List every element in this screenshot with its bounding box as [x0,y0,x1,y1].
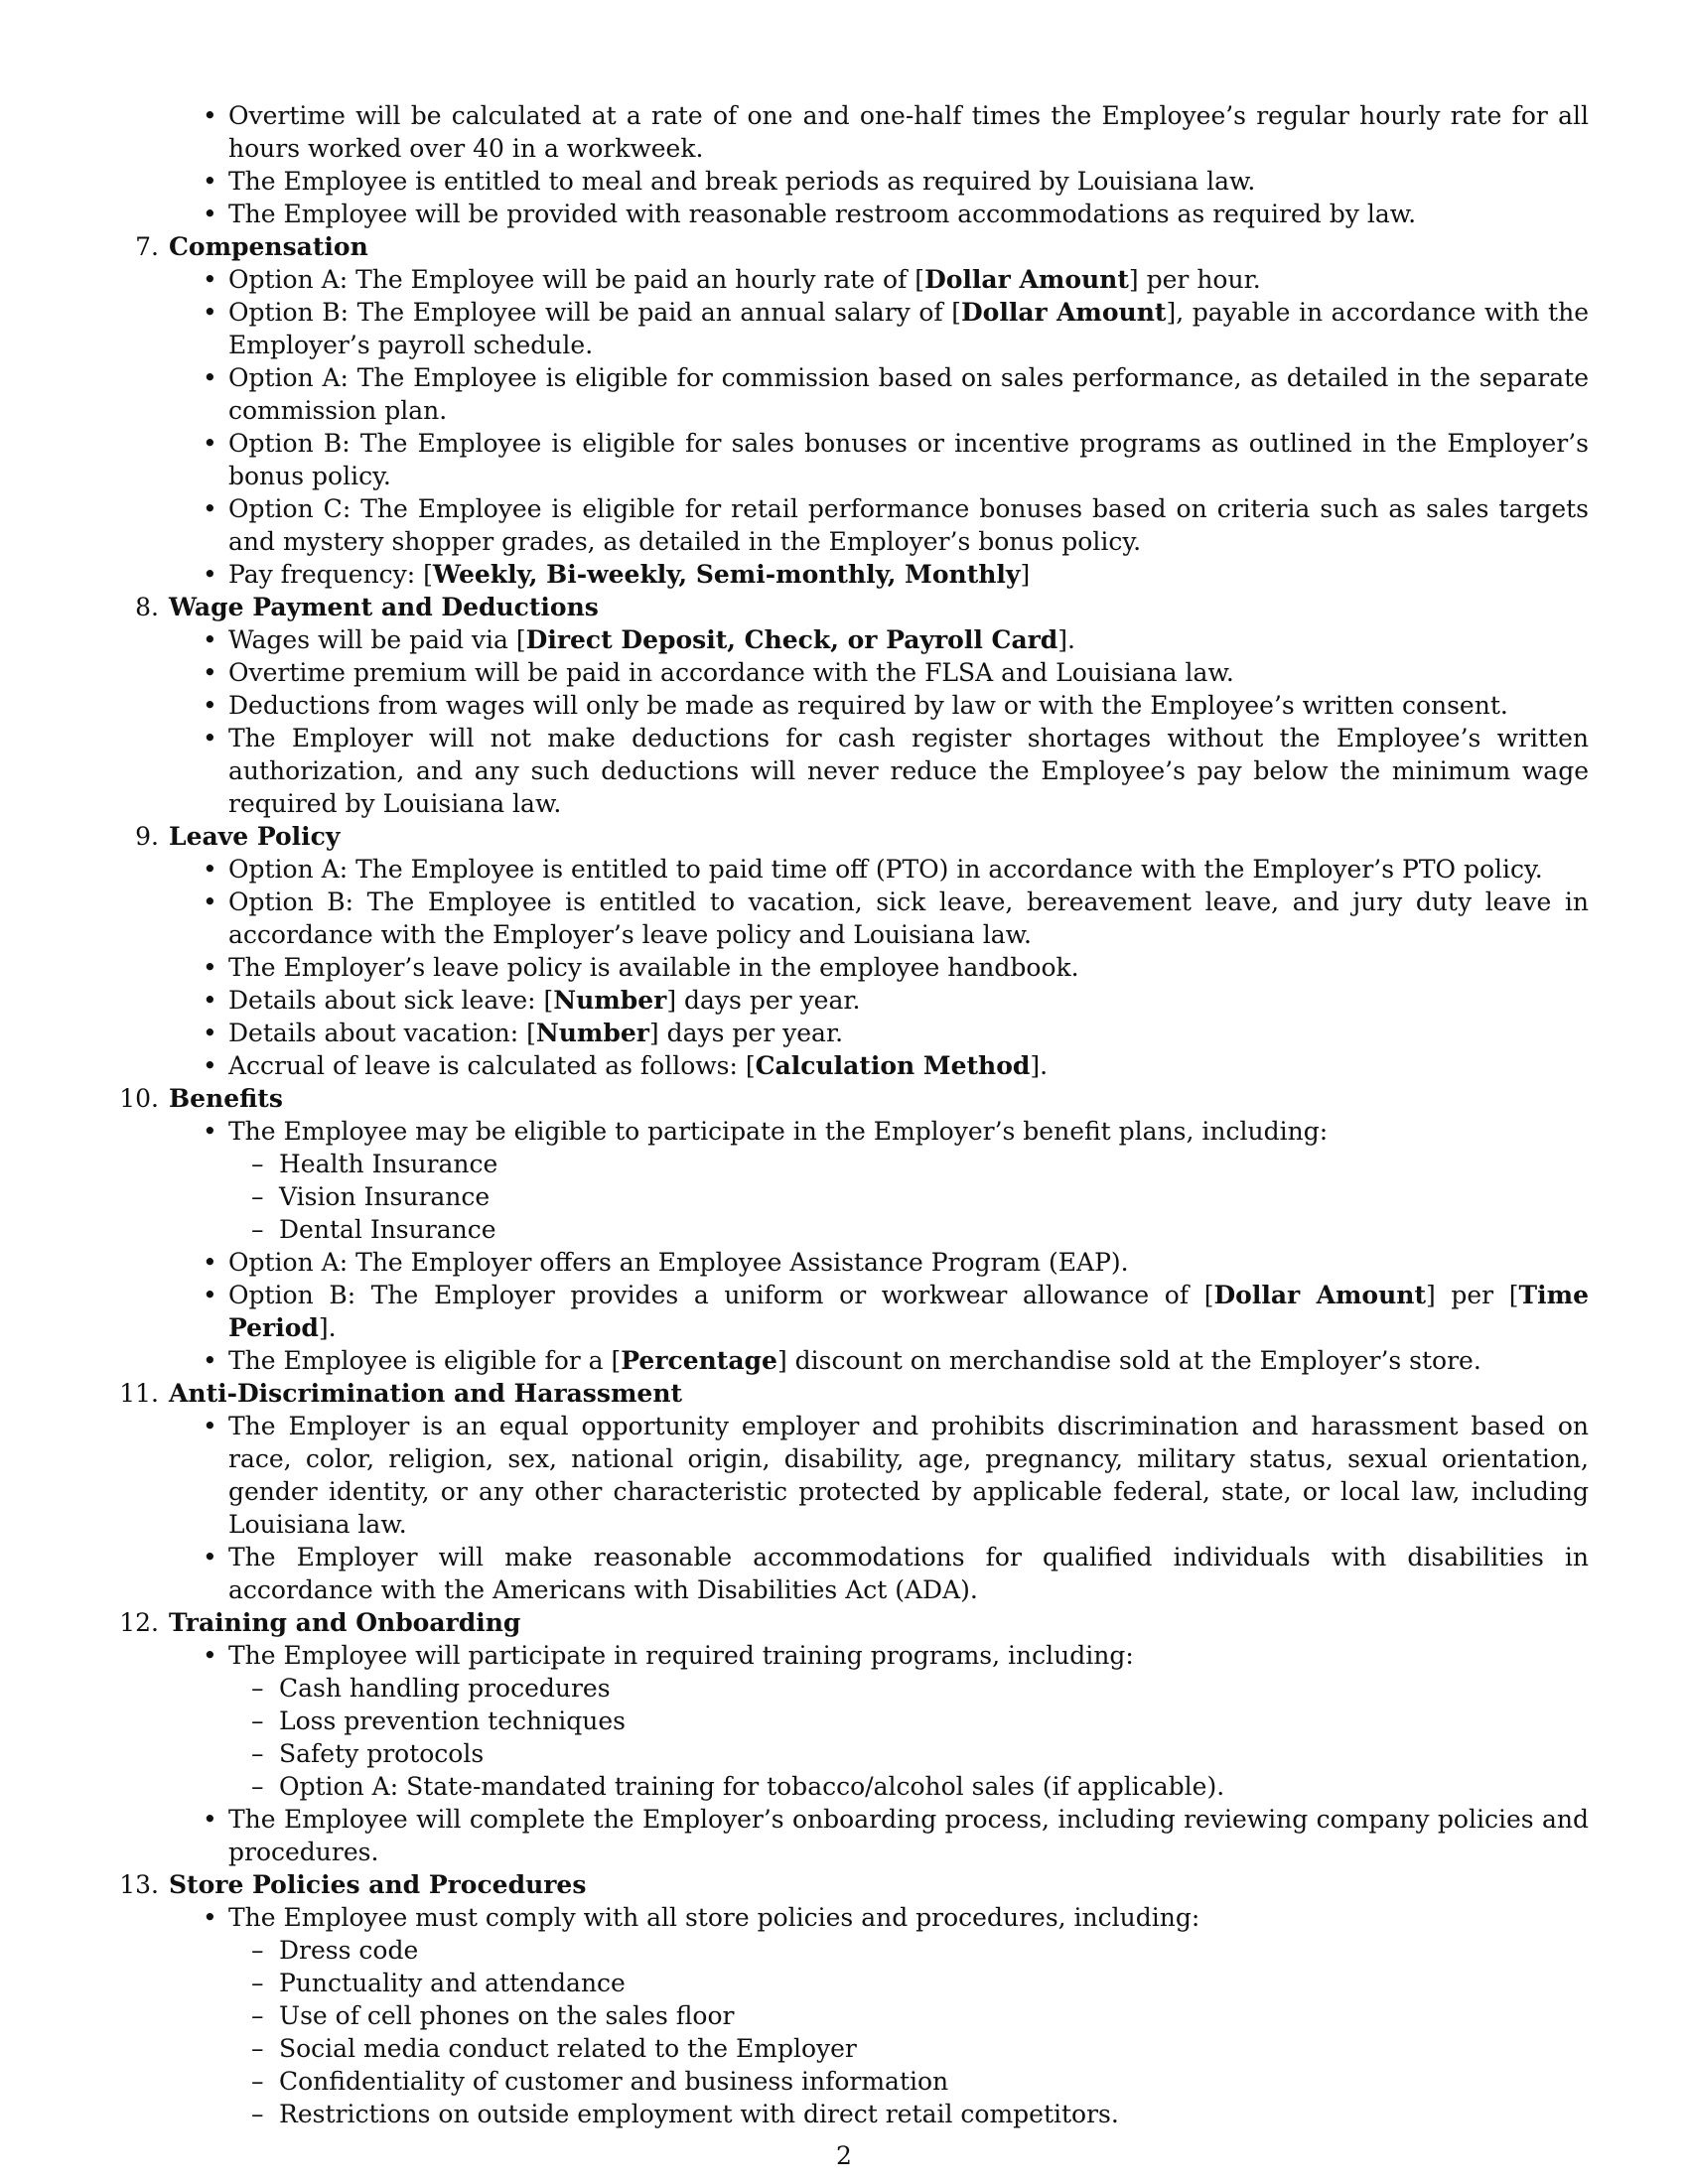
placeholder-field: Time Period [228,1281,1589,1342]
item-text: The Employer will make reasonable accommodations for qualified individuals with disabilities in accordance with the Americans with Disabilities Act (ADA). [228,1543,1589,1604]
section-number: 11. [119,1379,159,1408]
item-text: ] per [ [1426,1281,1519,1309]
section-heading [109,230,1589,263]
section-title: Compensation [169,232,368,261]
placeholder-field: Dollar Amount [924,265,1129,294]
sub-list [228,1934,1589,2130]
sub-list-item: – Safety protocols [228,1737,1589,1770]
section-title: Wage Payment and Deductions [169,593,599,621]
list-item [109,99,1589,165]
item-text: ] days per year. [666,986,861,1015]
list-item [109,656,1589,689]
list-item [109,886,1589,951]
section-heading [109,1377,1589,1410]
list-item [109,1049,1589,1082]
list-item [109,198,1589,230]
list-item [109,853,1589,886]
item-text: ] days per year. [648,1019,844,1047]
item-text: The Employer’s leave policy is available in the employee handbook. [228,953,1079,982]
section-number: 9. [135,822,159,851]
section-number: 8. [135,593,159,621]
section-store-policies-and-procedures [109,1868,1589,2130]
bullet-list [109,263,1589,591]
item-text: ]. [1057,625,1075,654]
item-text: Option A: The Employee is entitled to paid time off (PTO) in accordance with the Employer’s PTO policy. [228,855,1543,884]
section-wage-payment-and-deductions [109,591,1589,820]
placeholder-field: Dollar Amount [1213,1281,1426,1309]
item-text: Option A: The Employee will be paid an hourly rate of [ [228,265,925,294]
list-item [109,1344,1589,1377]
bullet-list [109,1901,1589,2130]
item-text: The Employee is eligible for a [ [228,1346,622,1375]
list-item [109,1017,1589,1049]
placeholder-field: Direct Deposit, Check, or Payroll Card [525,625,1058,654]
list-item [109,1639,1589,1803]
item-text: The Employee may be eligible to participate in the Employer’s benefit plans, including: [228,1117,1329,1146]
bullet-list [109,1115,1589,1377]
list-item [109,689,1589,722]
placeholder-field: Calculation Method [755,1051,1031,1080]
item-text: The Employee will participate in required training programs, including: [228,1641,1134,1670]
sub-list-item: – Loss prevention techniques [228,1705,1589,1737]
list-item [109,623,1589,656]
item-text: Details about sick leave: [ [228,986,554,1015]
placeholder-field: Number [535,1019,649,1047]
bullet-list [109,1410,1589,1606]
list-item [109,427,1589,492]
sub-list-item: – Cash handling procedures [228,1672,1589,1705]
placeholder-field: Percentage [621,1346,777,1375]
section-number: 12. [119,1608,159,1637]
section-number: 10. [119,1084,159,1113]
placeholder-field: Weekly, Bi-weekly, Semi-monthly, Monthly [432,560,1021,589]
item-text: The Employee will complete the Employer’s onboarding process, including reviewing company policies and procedures. [228,1805,1589,1866]
page-number: 2 [836,2141,852,2170]
item-text: The Employee will be provided with reasonable restroom accommodations as required by law. [228,200,1417,228]
item-text: Option B: The Employee is eligible for sales bonuses or incentive programs as outlined in the Employer’s bonus policy. [228,429,1589,490]
item-text: Option B: The Employee is entitled to vacation, sick leave, bereavement leave, and jury duty leave in accordance with the Employer’s leave policy and Louisiana law. [228,887,1589,949]
sub-list-item: – Social media conduct related to the Employer [228,2032,1589,2065]
section-title: Training and Onboarding [169,1608,521,1637]
sub-list [228,1672,1589,1803]
list-item [109,1410,1589,1541]
list-item [109,1115,1589,1246]
sub-list-item: – Option A: State-mandated training for tobacco/alcohol sales (if applicable). [228,1770,1589,1803]
sub-list-item: – Punctuality and attendance [228,1967,1589,1999]
item-text: Overtime premium will be paid in accordance with the FLSA and Louisiana law. [228,658,1234,687]
sub-list [228,1148,1589,1246]
list-item [109,1246,1589,1279]
list-item [109,263,1589,296]
section-title: Store Policies and Procedures [169,1870,587,1899]
item-text: Details about vacation: [ [228,1019,536,1047]
sub-list-item: – Dental Insurance [228,1213,1589,1246]
section-benefits [109,1082,1589,1377]
item-text: Wages will be paid via [ [228,625,526,654]
section-leave-policy [109,820,1589,1082]
item-text: ]. [1030,1051,1049,1080]
item-text: Option A: The Employer offers an Employee Assistance Program (EAP). [228,1248,1129,1277]
item-text: The Employee must comply with all store policies and procedures, including: [228,1903,1200,1932]
list-item [109,165,1589,198]
sub-list-item: – Health Insurance [228,1148,1589,1180]
list-item [109,361,1589,427]
sub-list-item: – Use of cell phones on the sales floor [228,1999,1589,2032]
section-number: 13. [119,1870,159,1899]
list-item [109,984,1589,1017]
item-text: Option B: The Employee will be paid an annual salary of [ [228,298,961,327]
section-heading [109,1868,1589,1901]
item-text: ] discount on merchandise sold at the Employer’s store. [776,1346,1481,1375]
item-text: Accrual of leave is calculated as follows: [ [228,1051,756,1080]
section-anti-discrimination-and-harassment [109,1377,1589,1606]
section-heading [109,591,1589,623]
sub-list-item: – Vision Insurance [228,1180,1589,1213]
intro-bullet-list [109,99,1589,230]
section-training-and-onboarding [109,1606,1589,1868]
item-text: ] per hour. [1128,265,1261,294]
list-item [109,951,1589,984]
list-item [109,1541,1589,1606]
sub-list-item: – Confidentiality of customer and business information [228,2065,1589,2098]
section-title: Leave Policy [169,822,341,851]
placeholder-field: Dollar Amount [960,298,1167,327]
list-item [109,492,1589,558]
item-text: Overtime will be calculated at a rate of one and one-half times the Employee’s regular hourly rate for all hours worked over 40 in a workweek. [228,101,1589,163]
section-compensation [109,230,1589,591]
section-heading [109,820,1589,853]
item-text: Deductions from wages will only be made as required by law or with the Employee’s written consent. [228,691,1508,720]
item-text: ]. [318,1313,337,1342]
item-text: The Employer will not make deductions for cash register shortages without the Employee’s written authorization, and any such deductions will never reduce the Employee’s pay below the minimum wage required by Louisiana law. [228,724,1589,818]
section-title: Anti-Discrimination and Harassment [169,1379,683,1408]
sub-list-item: – Restrictions on outside employment with direct retail competitors. [228,2098,1589,2130]
section-list [109,230,1589,2130]
item-text: ], payable in accordance with the Employer’s payroll schedule. [228,298,1589,359]
item-text: ] [1020,560,1031,589]
list-item [109,1803,1589,1868]
item-text: Pay frequency: [ [228,560,433,589]
list-item [109,558,1589,591]
item-text: Option A: The Employee is eligible for commission based on sales performance, as detailed in the separate commission plan. [228,363,1589,425]
bullet-list [109,853,1589,1082]
page-content [109,99,1589,2130]
placeholder-field: Number [553,986,667,1015]
section-title: Benefits [169,1084,283,1113]
item-text: The Employee is entitled to meal and break periods as required by Louisiana law. [228,167,1256,196]
bullet-list [109,1639,1589,1868]
list-item [109,722,1589,820]
item-text: The Employer is an equal opportunity employer and prohibits discrimination and harassment based on race, color, religion, sex, national origin, disability, age, pregnancy, military status, sexual orientation, gender identity, or any other characteristic protected by applicable federal, state, or local law, including Louisiana law. [228,1412,1589,1539]
list-item [109,296,1589,361]
sub-list-item: – Dress code [228,1934,1589,1967]
list-item [109,1279,1589,1344]
item-text: Option C: The Employee is eligible for retail performance bonuses based on criteria such as sales targets and mystery shopper grades, as detailed in the Employer’s bonus policy. [228,494,1589,556]
section-heading [109,1606,1589,1639]
bullet-list [109,623,1589,820]
section-heading [109,1082,1589,1115]
section-number: 7. [135,232,159,261]
item-text: Option B: The Employer provides a uniform or workwear allowance of [ [228,1281,1214,1309]
list-item [109,1901,1589,2130]
